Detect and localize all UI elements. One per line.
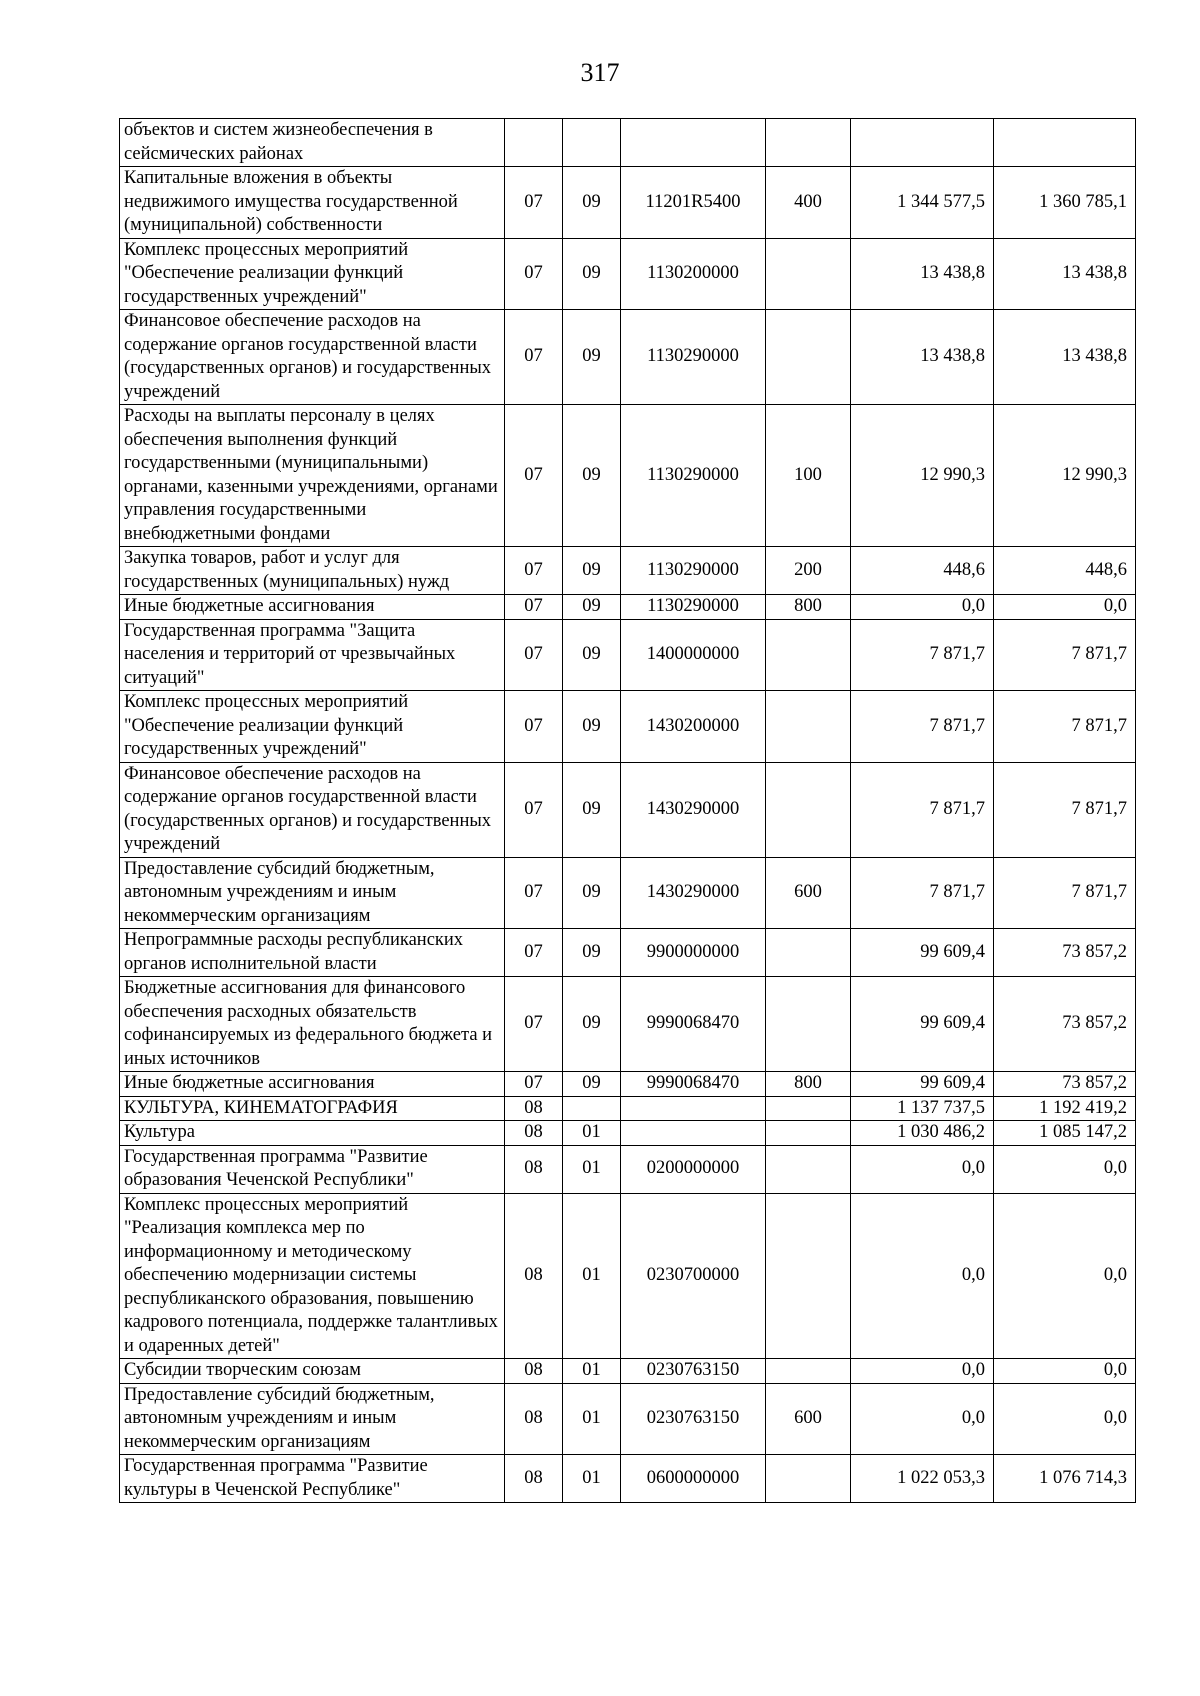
table-row [120, 1096, 1136, 1121]
row-sum-year1-cell: 7 871,7 [851, 619, 994, 691]
row-target-article-cell: 1130290000 [621, 595, 766, 620]
row-name-cell: объектов и систем жизнеобеспечения в сейсмических районах [120, 119, 505, 167]
row-section-cell: 07 [505, 310, 563, 405]
row-section-cell: 08 [505, 1145, 563, 1193]
row-subsection-cell: 09 [563, 238, 621, 310]
budget-table [119, 118, 1136, 1503]
row-subsection-cell: 09 [563, 310, 621, 405]
row-sum-year2-cell: 1 085 147,2 [994, 1121, 1136, 1146]
row-expense-type-cell [766, 1121, 851, 1146]
row-section-cell: 08 [505, 1193, 563, 1359]
row-target-article-cell: 1400000000 [621, 619, 766, 691]
table-row [120, 595, 1136, 620]
row-target-article-cell: 9900000000 [621, 929, 766, 977]
table-row [120, 1359, 1136, 1384]
table-row [120, 691, 1136, 763]
row-name-cell: Иные бюджетные ассигнования [120, 1072, 505, 1097]
row-sum-year2-cell: 7 871,7 [994, 857, 1136, 929]
row-sum-year1-cell: 7 871,7 [851, 691, 994, 763]
row-subsection-cell: 01 [563, 1193, 621, 1359]
row-sum-year1-cell: 0,0 [851, 1193, 994, 1359]
row-section-cell: 08 [505, 1121, 563, 1146]
row-expense-type-cell: 200 [766, 547, 851, 595]
row-sum-year2-cell: 1 360 785,1 [994, 167, 1136, 239]
table-body [120, 119, 1136, 1503]
row-sum-year2-cell: 1 192 419,2 [994, 1096, 1136, 1121]
row-subsection-cell: 01 [563, 1455, 621, 1503]
row-name-cell: Комплекс процессных мероприятий "Реализация комплекса мер по информационному и методическому обеспечению модернизации системы республиканского образования, повышению кадрового потенциала, поддержке талантливых и одаренных детей" [120, 1193, 505, 1359]
row-section-cell: 08 [505, 1455, 563, 1503]
row-sum-year2-cell: 12 990,3 [994, 405, 1136, 547]
row-name-cell: Закупка товаров, работ и услуг для государственных (муниципальных) нужд [120, 547, 505, 595]
table-row [120, 1121, 1136, 1146]
table-row [120, 619, 1136, 691]
row-section-cell: 07 [505, 857, 563, 929]
row-section-cell: 07 [505, 691, 563, 763]
row-name-cell: Государственная программа "Развитие образования Чеченской Республики" [120, 1145, 505, 1193]
row-sum-year1-cell: 7 871,7 [851, 762, 994, 857]
row-sum-year2-cell: 13 438,8 [994, 310, 1136, 405]
row-sum-year1-cell: 0,0 [851, 595, 994, 620]
row-name-cell: Государственная программа "Развитие культуры в Чеченской Республике" [120, 1455, 505, 1503]
table-row [120, 119, 1136, 167]
page-number: 317 [580, 58, 620, 87]
row-section-cell: 07 [505, 619, 563, 691]
row-name-cell: Бюджетные ассигнования для финансового обеспечения расходных обязательств софинансируемых из федерального бюджета и иных источников [120, 977, 505, 1072]
row-target-article-cell: 1430290000 [621, 762, 766, 857]
table-row [120, 1193, 1136, 1359]
row-sum-year2-cell: 0,0 [994, 1359, 1136, 1384]
row-sum-year1-cell: 1 030 486,2 [851, 1121, 994, 1146]
row-subsection-cell: 09 [563, 1072, 621, 1097]
table-row [120, 310, 1136, 405]
row-sum-year1-cell: 0,0 [851, 1145, 994, 1193]
row-section-cell: 07 [505, 167, 563, 239]
row-name-cell: Капитальные вложения в объекты недвижимого имущества государственной (муниципальной) собственности [120, 167, 505, 239]
row-subsection-cell: 09 [563, 167, 621, 239]
row-sum-year1-cell: 12 990,3 [851, 405, 994, 547]
row-sum-year1-cell: 13 438,8 [851, 310, 994, 405]
row-target-article-cell: 0230700000 [621, 1193, 766, 1359]
row-expense-type-cell: 800 [766, 595, 851, 620]
row-subsection-cell: 09 [563, 405, 621, 547]
row-sum-year1-cell: 7 871,7 [851, 857, 994, 929]
row-sum-year2-cell: 0,0 [994, 1383, 1136, 1455]
row-target-article-cell: 1430200000 [621, 691, 766, 763]
row-name-cell: Государственная программа "Защита населения и территорий от чрезвычайных ситуаций" [120, 619, 505, 691]
row-subsection-cell: 01 [563, 1359, 621, 1384]
row-sum-year2-cell: 0,0 [994, 1145, 1136, 1193]
row-target-article-cell [621, 1096, 766, 1121]
row-subsection-cell [563, 119, 621, 167]
row-expense-type-cell: 600 [766, 857, 851, 929]
row-subsection-cell: 01 [563, 1383, 621, 1455]
row-name-cell: Субсидии творческим союзам [120, 1359, 505, 1384]
row-section-cell: 08 [505, 1359, 563, 1384]
row-name-cell: Предоставление субсидий бюджетным, автономным учреждениям и иным некоммерческим организациям [120, 857, 505, 929]
row-target-article-cell: 1130290000 [621, 547, 766, 595]
row-target-article-cell: 1130290000 [621, 310, 766, 405]
table-row [120, 1383, 1136, 1455]
row-subsection-cell: 09 [563, 857, 621, 929]
row-sum-year1-cell: 13 438,8 [851, 238, 994, 310]
row-expense-type-cell [766, 929, 851, 977]
row-sum-year1-cell: 1 344 577,5 [851, 167, 994, 239]
row-target-article-cell [621, 119, 766, 167]
table-row [120, 1145, 1136, 1193]
row-expense-type-cell: 600 [766, 1383, 851, 1455]
row-target-article-cell: 9990068470 [621, 1072, 766, 1097]
row-sum-year2-cell: 7 871,7 [994, 619, 1136, 691]
row-sum-year2-cell: 13 438,8 [994, 238, 1136, 310]
row-sum-year1-cell [851, 119, 994, 167]
row-subsection-cell: 09 [563, 929, 621, 977]
row-section-cell: 07 [505, 762, 563, 857]
row-subsection-cell: 01 [563, 1145, 621, 1193]
row-subsection-cell: 09 [563, 547, 621, 595]
row-expense-type-cell: 800 [766, 1072, 851, 1097]
row-sum-year1-cell: 99 609,4 [851, 977, 994, 1072]
row-section-cell: 07 [505, 238, 563, 310]
row-target-article-cell: 0600000000 [621, 1455, 766, 1503]
row-target-article-cell: 11201R5400 [621, 167, 766, 239]
row-section-cell: 07 [505, 977, 563, 1072]
table-row [120, 929, 1136, 977]
row-name-cell: КУЛЬТУРА, КИНЕМАТОГРАФИЯ [120, 1096, 505, 1121]
row-subsection-cell: 09 [563, 691, 621, 763]
row-section-cell: 07 [505, 547, 563, 595]
row-sum-year1-cell: 0,0 [851, 1359, 994, 1384]
row-sum-year1-cell: 99 609,4 [851, 929, 994, 977]
row-expense-type-cell [766, 1096, 851, 1121]
row-name-cell: Непрограммные расходы республиканских органов исполнительной власти [120, 929, 505, 977]
table-row [120, 547, 1136, 595]
row-expense-type-cell [766, 1359, 851, 1384]
row-expense-type-cell [766, 310, 851, 405]
row-name-cell: Финансовое обеспечение расходов на содержание органов государственной власти (государственных органов) и государственных учреждений [120, 762, 505, 857]
row-name-cell: Расходы на выплаты персоналу в целях обеспечения выполнения функций государственными (муниципальными) органами, казенными учреждениями, органами управления государственными внебюджетными фондами [120, 405, 505, 547]
row-sum-year2-cell: 7 871,7 [994, 691, 1136, 763]
row-subsection-cell: 09 [563, 977, 621, 1072]
table-row [120, 1455, 1136, 1503]
table-row [120, 762, 1136, 857]
row-section-cell: 08 [505, 1096, 563, 1121]
row-sum-year2-cell: 0,0 [994, 1193, 1136, 1359]
row-target-article-cell: 0230763150 [621, 1383, 766, 1455]
row-sum-year2-cell: 0,0 [994, 595, 1136, 620]
row-name-cell: Предоставление субсидий бюджетным, автономным учреждениям и иным некоммерческим организациям [120, 1383, 505, 1455]
row-expense-type-cell: 100 [766, 405, 851, 547]
row-sum-year2-cell: 73 857,2 [994, 1072, 1136, 1097]
row-name-cell: Культура [120, 1121, 505, 1146]
table-row [120, 977, 1136, 1072]
row-target-article-cell: 0200000000 [621, 1145, 766, 1193]
row-name-cell: Финансовое обеспечение расходов на содержание органов государственной власти (государственных органов) и государственных учреждений [120, 310, 505, 405]
row-sum-year2-cell: 7 871,7 [994, 762, 1136, 857]
row-sum-year1-cell: 0,0 [851, 1383, 994, 1455]
row-name-cell: Комплекс процессных мероприятий "Обеспечение реализации функций государственных учреждений" [120, 691, 505, 763]
row-expense-type-cell [766, 762, 851, 857]
row-name-cell: Иные бюджетные ассигнования [120, 595, 505, 620]
row-subsection-cell: 09 [563, 762, 621, 857]
row-target-article-cell: 1130290000 [621, 405, 766, 547]
row-sum-year2-cell: 73 857,2 [994, 977, 1136, 1072]
row-sum-year2-cell: 448,6 [994, 547, 1136, 595]
row-expense-type-cell [766, 1455, 851, 1503]
table-row [120, 857, 1136, 929]
row-sum-year2-cell: 73 857,2 [994, 929, 1136, 977]
row-section-cell: 08 [505, 1383, 563, 1455]
row-section-cell [505, 119, 563, 167]
row-section-cell: 07 [505, 595, 563, 620]
row-expense-type-cell [766, 619, 851, 691]
row-section-cell: 07 [505, 929, 563, 977]
row-sum-year1-cell: 1 022 053,3 [851, 1455, 994, 1503]
table-row [120, 238, 1136, 310]
table-row [120, 405, 1136, 547]
row-subsection-cell: 09 [563, 619, 621, 691]
table-row [120, 1072, 1136, 1097]
row-sum-year1-cell: 1 137 737,5 [851, 1096, 994, 1121]
row-sum-year2-cell: 1 076 714,3 [994, 1455, 1136, 1503]
row-section-cell: 07 [505, 1072, 563, 1097]
row-expense-type-cell [766, 119, 851, 167]
row-section-cell: 07 [505, 405, 563, 547]
row-subsection-cell: 09 [563, 595, 621, 620]
row-name-cell: Комплекс процессных мероприятий "Обеспечение реализации функций государственных учреждений" [120, 238, 505, 310]
row-expense-type-cell: 400 [766, 167, 851, 239]
row-expense-type-cell [766, 1145, 851, 1193]
row-target-article-cell: 9990068470 [621, 977, 766, 1072]
row-target-article-cell: 0230763150 [621, 1359, 766, 1384]
row-expense-type-cell [766, 691, 851, 763]
row-target-article-cell: 1130200000 [621, 238, 766, 310]
row-target-article-cell [621, 1121, 766, 1146]
table-row [120, 167, 1136, 239]
row-subsection-cell: 01 [563, 1121, 621, 1146]
row-sum-year2-cell [994, 119, 1136, 167]
row-expense-type-cell [766, 977, 851, 1072]
row-sum-year1-cell: 448,6 [851, 547, 994, 595]
row-target-article-cell: 1430290000 [621, 857, 766, 929]
row-expense-type-cell [766, 238, 851, 310]
row-subsection-cell [563, 1096, 621, 1121]
row-expense-type-cell [766, 1193, 851, 1359]
row-sum-year1-cell: 99 609,4 [851, 1072, 994, 1097]
